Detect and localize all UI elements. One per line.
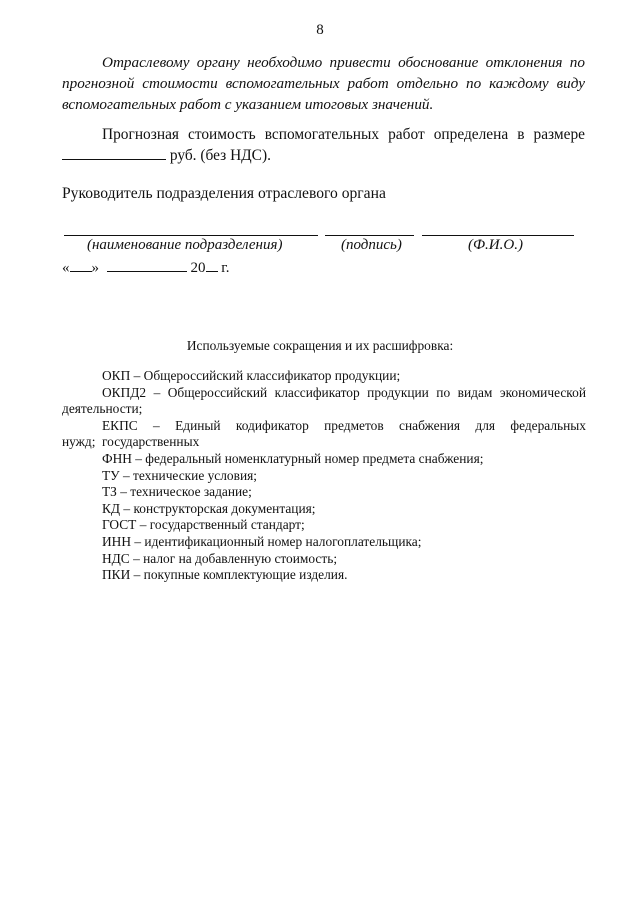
note-paragraph — [62, 52, 585, 115]
cost-line-2 — [62, 145, 585, 166]
abbreviations-title: Используемые сокращения и их расшифровка: — [186, 338, 454, 353]
date-open-quote: « — [62, 260, 70, 276]
abbreviation-item: ТУ – технические условия; — [102, 467, 257, 483]
abbreviation-item: ПКИ – покупные комплектующие изделия. — [102, 567, 348, 583]
note-line: вспомогательных работ с указанием итоговых значений. — [62, 96, 434, 113]
head-title: Руководитель подразделения отраслевого органа — [62, 185, 386, 202]
abbreviation-item: ОКП – Общероссийский классификатор продукции; — [102, 368, 401, 383]
cost-paragraph — [62, 124, 585, 166]
abbreviations-list — [62, 368, 586, 584]
year-prefix: 20 — [190, 260, 206, 276]
cost-amount-blank — [62, 145, 166, 160]
sign-signature-line — [325, 235, 414, 236]
abbreviation-item: ФНН – федеральный номенклатурный номер предмета снабжения; — [102, 450, 484, 466]
abbreviation-item: нужд; — [62, 434, 96, 450]
abbreviation-item: ОКПД2 – Общероссийский классификатор продукции по видам экономической — [102, 384, 586, 400]
abbreviation-item: ТЗ – техническое задание; — [102, 484, 252, 500]
note-line: прогнозной стоимости вспомогательных работ отдельно по каждому виду — [62, 75, 585, 92]
unit-signature-line — [64, 235, 318, 236]
date-line — [62, 257, 229, 277]
year-blank — [206, 257, 218, 272]
page-number: 8 — [316, 22, 324, 38]
abbreviation-item: ГОСТ – государственный стандарт; — [102, 517, 305, 533]
note-line: Отраслевому органу необходимо привести обоснование отклонения по — [102, 54, 585, 71]
date-close-quote: » — [91, 260, 99, 276]
year-suffix: г. — [221, 260, 230, 276]
day-blank — [70, 257, 92, 272]
abbreviation-item: ЕКПС – Единый кодификатор предметов снабжения для федеральных государственных — [102, 417, 586, 450]
abbreviation-item: деятельности; — [62, 401, 143, 417]
fio-signature-line — [422, 235, 574, 236]
cost-line: Прогнозная стоимость вспомогательных работ определена в размере — [102, 126, 585, 143]
month-blank — [107, 257, 187, 272]
sign-label: (подпись) — [341, 237, 402, 253]
unit-label: (наименование подразделения) — [87, 237, 283, 253]
abbreviation-item: КД – конструкторская документация; — [102, 500, 316, 516]
abbreviation-item: НДС – налог на добавленную стоимость; — [102, 550, 338, 566]
abbreviation-item: ИНН – идентификационный номер налогоплательщика; — [102, 533, 422, 549]
fio-label: (Ф.И.О.) — [468, 237, 523, 253]
cost-suffix: руб. (без НДС). — [169, 147, 271, 164]
